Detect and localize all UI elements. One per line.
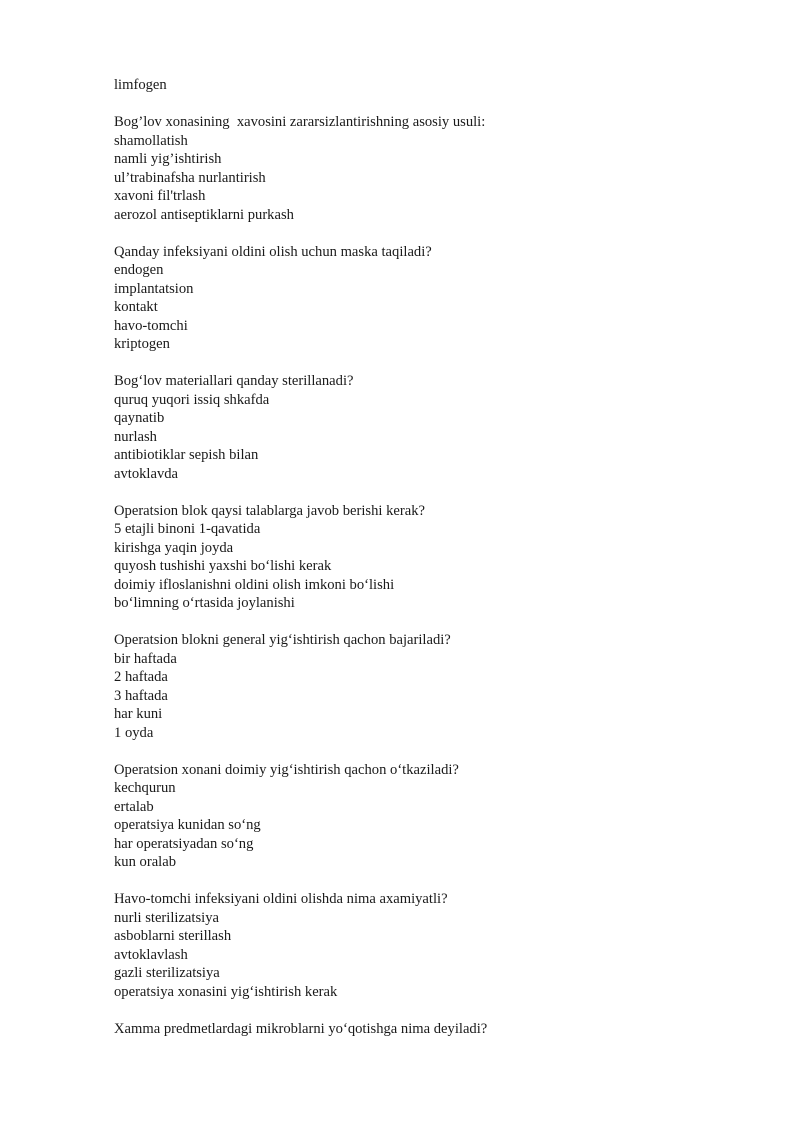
question-block-2 [114, 243, 754, 354]
answer-option: avtoklavlash [114, 946, 188, 963]
answer-option: doimiy ifloslanishni oldini olish imkoni bo‘lishi [114, 576, 395, 593]
question-text: Havo-tomchi infeksiyani oldini olishda nima axamiyatli? [114, 891, 448, 907]
question-block-1 [114, 113, 754, 224]
answer-option: quyosh tushishi yaxshi bo‘lishi kerak [114, 558, 332, 574]
question-text: Xamma predmetlardagi mikroblarni yo‘qotishga nima deyiladi? [114, 1020, 488, 1037]
answer-option: gazli sterilizatsiya [114, 965, 220, 981]
question-text: Bog‘lov materiallari qanday sterillanadi? [114, 373, 354, 389]
answer-option: xavoni fil'trlash [114, 188, 206, 204]
answer-option: namli yig’ishtirish [114, 151, 222, 167]
answer-option: 5 etajli binoni 1-qavatida [114, 521, 261, 537]
question-block-8 [114, 1020, 754, 1039]
answer-option: endogen [114, 262, 164, 278]
answer-option: har operatsiyadan so‘ng [114, 835, 254, 852]
answer-option: implantatsion [114, 280, 194, 297]
answer-option: operatsiya kunidan so‘ng [114, 817, 261, 833]
document-body [114, 76, 754, 1057]
question-text: Operatsion blokni general yig‘ishtirish qachon bajariladi? [114, 632, 451, 648]
answer-option: quruq yuqori issiq shkafda [114, 391, 270, 408]
question-block-7 [114, 890, 754, 1001]
answer-option: operatsiya xonasini yig‘ishtirish kerak [114, 983, 338, 1000]
answer-option: qaynatib [114, 410, 165, 426]
answer-option: nurli sterilizatsiya [114, 909, 219, 926]
answer-option: kun oralab [114, 854, 177, 870]
answer-option: 1 oyda [114, 724, 154, 741]
answer-option: har kuni [114, 706, 163, 722]
answer-option: kriptogen [114, 336, 170, 352]
intro-block [114, 76, 754, 95]
question-text: Operatsion xonani doimiy yig‘ishtirish qachon o‘tkaziladi? [114, 761, 459, 778]
answer-option: aerozol antiseptiklarni purkash [114, 206, 294, 223]
answer-option: shamollatish [114, 132, 188, 149]
answer-option: 2 haftada [114, 669, 168, 685]
answer-option: kirishga yaqin joyda [114, 539, 234, 556]
answer-option: ul’trabinafsha nurlantirish [114, 169, 266, 186]
answer-option: kechqurun [114, 780, 176, 796]
answer-option: nurlash [114, 428, 157, 445]
question-block-4 [114, 502, 754, 613]
question-block-6 [114, 761, 754, 872]
question-text: Bog’lov xonasining xavosini zararsizlantirishning asosiy usuli: [114, 114, 486, 130]
question-block-5 [114, 631, 754, 742]
intro-line: limfogen [114, 77, 167, 93]
answer-option: 3 haftada [114, 687, 168, 704]
question-text: Operatsion blok qaysi talablarga javob berishi kerak? [114, 502, 425, 519]
answer-option: bo‘limning o‘rtasida joylanishi [114, 595, 295, 611]
answer-option: antibiotiklar sepish bilan [114, 447, 259, 463]
question-text: Qanday infeksiyani oldini olish uchun maska taqiladi? [114, 243, 432, 260]
answer-option: bir haftada [114, 650, 177, 667]
answer-option: kontakt [114, 299, 158, 315]
answer-option: havo-tomchi [114, 317, 188, 334]
answer-option: asboblarni sterillash [114, 928, 232, 944]
answer-option: ertalab [114, 798, 154, 815]
question-block-3 [114, 372, 754, 483]
answer-option: avtoklavda [114, 465, 179, 482]
